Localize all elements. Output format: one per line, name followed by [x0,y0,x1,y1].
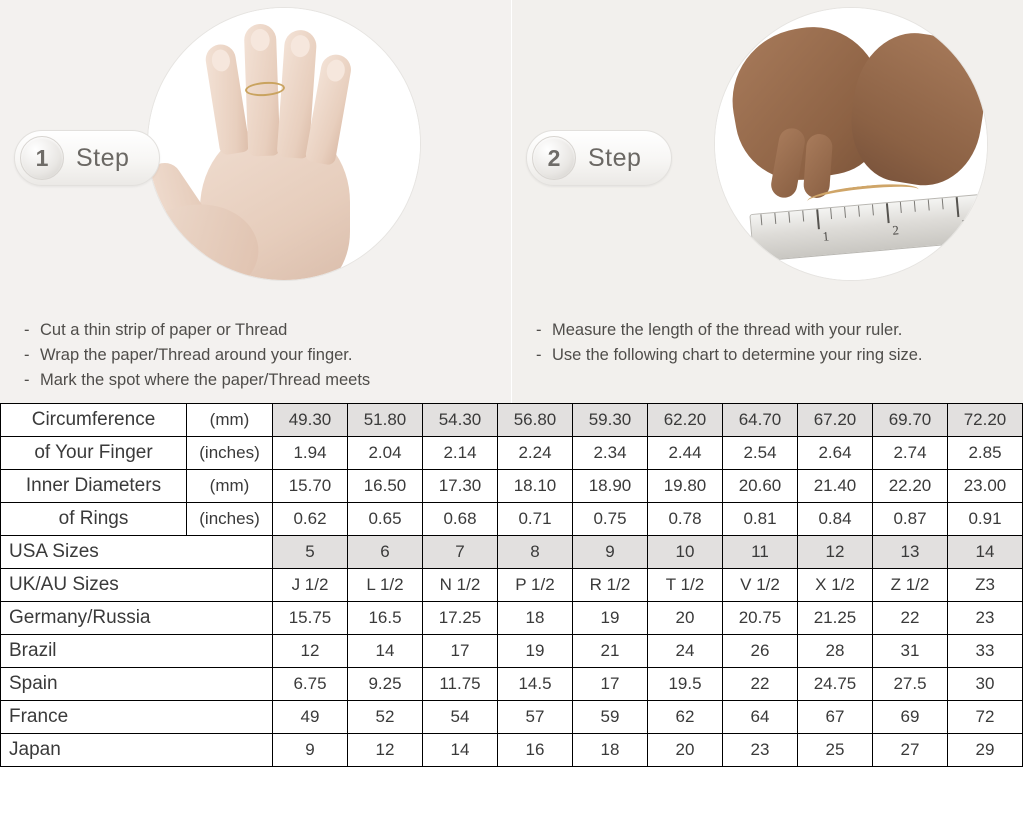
cell-br-10: 33 [948,635,1023,668]
step-1-note-3-text: Mark the spot where the paper/Thread meets [40,371,371,389]
step-2-number: 2 [532,136,576,180]
cell-diam-in-5: 0.75 [573,503,648,536]
table-row [1,602,1023,635]
cell-es-9: 27.5 [873,668,948,701]
cell-uk-5: R 1/2 [573,569,648,602]
cell-jp-5: 18 [573,734,648,767]
cell-circ-mm-4: 56.80 [498,404,573,437]
cell-es-2: 9.25 [348,668,423,701]
row-label-diameter-1: Inner Diameters [1,470,187,503]
cell-uk-9: Z 1/2 [873,569,948,602]
bullet-dash-icon: - [536,321,542,339]
cell-circ-mm-8: 67.20 [798,404,873,437]
step-1-note-2 [24,343,370,368]
bullet-dash-icon: - [24,371,30,389]
cell-br-4: 19 [498,635,573,668]
cell-es-1: 6.75 [273,668,348,701]
cell-circ-in-2: 2.04 [348,437,423,470]
table-row [1,503,1023,536]
row-label-circumference-1: Circumference [1,404,187,437]
table-row [1,437,1023,470]
cell-es-7: 22 [723,668,798,701]
cell-br-7: 26 [723,635,798,668]
cell-jp-6: 20 [648,734,723,767]
ruler-label-1: 1 [821,228,830,244]
cell-circ-in-5: 2.34 [573,437,648,470]
cell-de-3: 17.25 [423,602,498,635]
cell-usa-1: 5 [273,536,348,569]
step-2-note-2-text: Use the following chart to determine your ring size. [552,346,923,364]
cell-es-4: 14.5 [498,668,573,701]
ruler-label-2: 2 [891,222,900,238]
cell-br-1: 12 [273,635,348,668]
cell-usa-2: 6 [348,536,423,569]
cell-fr-7: 64 [723,701,798,734]
cell-es-6: 19.5 [648,668,723,701]
row-unit-mm: (mm) [187,404,273,437]
cell-uk-6: T 1/2 [648,569,723,602]
bullet-dash-icon: - [24,346,30,364]
cell-br-6: 24 [648,635,723,668]
table-row [1,404,1023,437]
step-2-note-1-text: Measure the length of the thread with your ruler. [552,321,903,339]
cell-br-2: 14 [348,635,423,668]
cell-diam-mm-4: 18.10 [498,470,573,503]
step-panel-2 [511,0,1023,403]
step-1-note-1 [24,318,370,343]
cell-br-3: 17 [423,635,498,668]
cell-jp-7: 23 [723,734,798,767]
cell-de-10: 23 [948,602,1023,635]
cell-diam-in-3: 0.68 [423,503,498,536]
cell-usa-7: 11 [723,536,798,569]
cell-circ-in-4: 2.24 [498,437,573,470]
cell-diam-in-6: 0.78 [648,503,723,536]
cell-fr-6: 62 [648,701,723,734]
cell-usa-3: 7 [423,536,498,569]
cell-de-1: 15.75 [273,602,348,635]
cell-diam-mm-7: 20.60 [723,470,798,503]
step-1-notes [24,318,370,393]
cell-usa-4: 8 [498,536,573,569]
cell-diam-in-8: 0.84 [798,503,873,536]
cell-uk-7: V 1/2 [723,569,798,602]
step-1-note-1-text: Cut a thin strip of paper or Thread [40,321,288,339]
cell-fr-9: 69 [873,701,948,734]
steps-section [0,0,1023,403]
table-row [1,635,1023,668]
row-unit-mm: (mm) [187,470,273,503]
table-row [1,536,1023,569]
cell-diam-in-2: 0.65 [348,503,423,536]
cell-usa-6: 10 [648,536,723,569]
cell-jp-10: 29 [948,734,1023,767]
cell-circ-mm-9: 69.70 [873,404,948,437]
cell-jp-9: 27 [873,734,948,767]
cell-circ-in-1: 1.94 [273,437,348,470]
cell-de-4: 18 [498,602,573,635]
row-label-usa-sizes: USA Sizes [1,536,273,569]
row-label-circumference-2: of Your Finger [1,437,187,470]
row-label-diameter-2: of Rings [1,503,187,536]
table-row [1,569,1023,602]
cell-uk-8: X 1/2 [798,569,873,602]
row-label-japan: Japan [1,734,273,767]
cell-usa-5: 9 [573,536,648,569]
cell-circ-in-9: 2.74 [873,437,948,470]
row-label-brazil: Brazil [1,635,273,668]
cell-circ-in-8: 2.64 [798,437,873,470]
cell-fr-1: 49 [273,701,348,734]
hand-with-thread-image [148,8,420,280]
row-label-france: France [1,701,273,734]
row-unit-inches: (inches) [187,437,273,470]
cell-circ-mm-6: 62.20 [648,404,723,437]
cell-diam-mm-8: 21.40 [798,470,873,503]
cell-circ-in-10: 2.85 [948,437,1023,470]
cell-diam-mm-3: 17.30 [423,470,498,503]
cell-fr-3: 54 [423,701,498,734]
hand-with-ruler-image [715,8,987,280]
cell-diam-in-7: 0.81 [723,503,798,536]
cell-circ-in-6: 2.44 [648,437,723,470]
nail-shape [250,29,270,52]
cell-uk-2: L 1/2 [348,569,423,602]
nail-shape [290,34,311,57]
cell-diam-mm-6: 19.80 [648,470,723,503]
cell-circ-in-3: 2.14 [423,437,498,470]
nail-shape [325,58,347,83]
cell-br-8: 28 [798,635,873,668]
finger-shape [204,42,251,155]
step-2-label: Step [588,143,642,172]
cell-circ-in-7: 2.54 [723,437,798,470]
cell-diam-mm-1: 15.70 [273,470,348,503]
step-1-illustration [148,8,420,280]
table-row [1,734,1023,767]
step-2-note-2 [536,343,923,368]
row-label-uk-au-sizes: UK/AU Sizes [1,569,273,602]
table-row [1,668,1023,701]
table-row [1,701,1023,734]
size-chart-container [0,403,1023,767]
nail-shape [210,48,231,73]
cell-fr-8: 67 [798,701,873,734]
cell-jp-2: 12 [348,734,423,767]
cell-de-5: 19 [573,602,648,635]
bullet-dash-icon: - [24,321,30,339]
cell-uk-1: J 1/2 [273,569,348,602]
row-unit-inches: (inches) [187,503,273,536]
cell-de-2: 16.5 [348,602,423,635]
cell-diam-in-9: 0.87 [873,503,948,536]
cell-diam-in-4: 0.71 [498,503,573,536]
cell-es-5: 17 [573,668,648,701]
cell-circ-mm-1: 49.30 [273,404,348,437]
cell-fr-10: 72 [948,701,1023,734]
step-2-badge [526,130,672,186]
step-1-note-3 [24,368,370,393]
cell-usa-9: 13 [873,536,948,569]
cell-circ-mm-7: 64.70 [723,404,798,437]
cell-circ-mm-5: 59.30 [573,404,648,437]
cell-br-9: 31 [873,635,948,668]
row-label-germany-russia: Germany/Russia [1,602,273,635]
cell-de-6: 20 [648,602,723,635]
step-2-notes [536,318,923,368]
finger-shape [803,133,833,199]
step-1-number: 1 [20,136,64,180]
table-row [1,470,1023,503]
cell-diam-in-1: 0.62 [273,503,348,536]
cell-uk-10: Z3 [948,569,1023,602]
cell-diam-mm-9: 22.20 [873,470,948,503]
cell-diam-mm-5: 18.90 [573,470,648,503]
step-2-note-1 [536,318,923,343]
step-panel-1 [0,0,511,403]
cell-usa-8: 12 [798,536,873,569]
cell-de-8: 21.25 [798,602,873,635]
cell-es-10: 30 [948,668,1023,701]
cell-jp-4: 16 [498,734,573,767]
cell-jp-3: 14 [423,734,498,767]
cell-circ-mm-3: 54.30 [423,404,498,437]
cell-de-7: 20.75 [723,602,798,635]
cell-fr-2: 52 [348,701,423,734]
step-1-note-2-text: Wrap the paper/Thread around your finger. [40,346,353,364]
cell-br-5: 21 [573,635,648,668]
step-1-badge [14,130,160,186]
row-label-spain: Spain [1,668,273,701]
cell-circ-mm-10: 72.20 [948,404,1023,437]
ruler-shape [749,194,984,262]
step-1-label: Step [76,143,130,172]
cell-es-3: 11.75 [423,668,498,701]
cell-fr-4: 57 [498,701,573,734]
cell-usa-10: 14 [948,536,1023,569]
cell-diam-in-10: 0.91 [948,503,1023,536]
cell-fr-5: 59 [573,701,648,734]
cell-diam-mm-10: 23.00 [948,470,1023,503]
cell-diam-mm-2: 16.50 [348,470,423,503]
cell-es-8: 24.75 [798,668,873,701]
cell-de-9: 22 [873,602,948,635]
bullet-dash-icon: - [536,346,542,364]
cell-jp-1: 9 [273,734,348,767]
step-2-illustration [715,8,987,280]
cell-circ-mm-2: 51.80 [348,404,423,437]
cell-jp-8: 25 [798,734,873,767]
cell-uk-4: P 1/2 [498,569,573,602]
ring-size-chart-table [0,403,1023,767]
cell-uk-3: N 1/2 [423,569,498,602]
ruler-label-3: 3 [961,216,970,232]
